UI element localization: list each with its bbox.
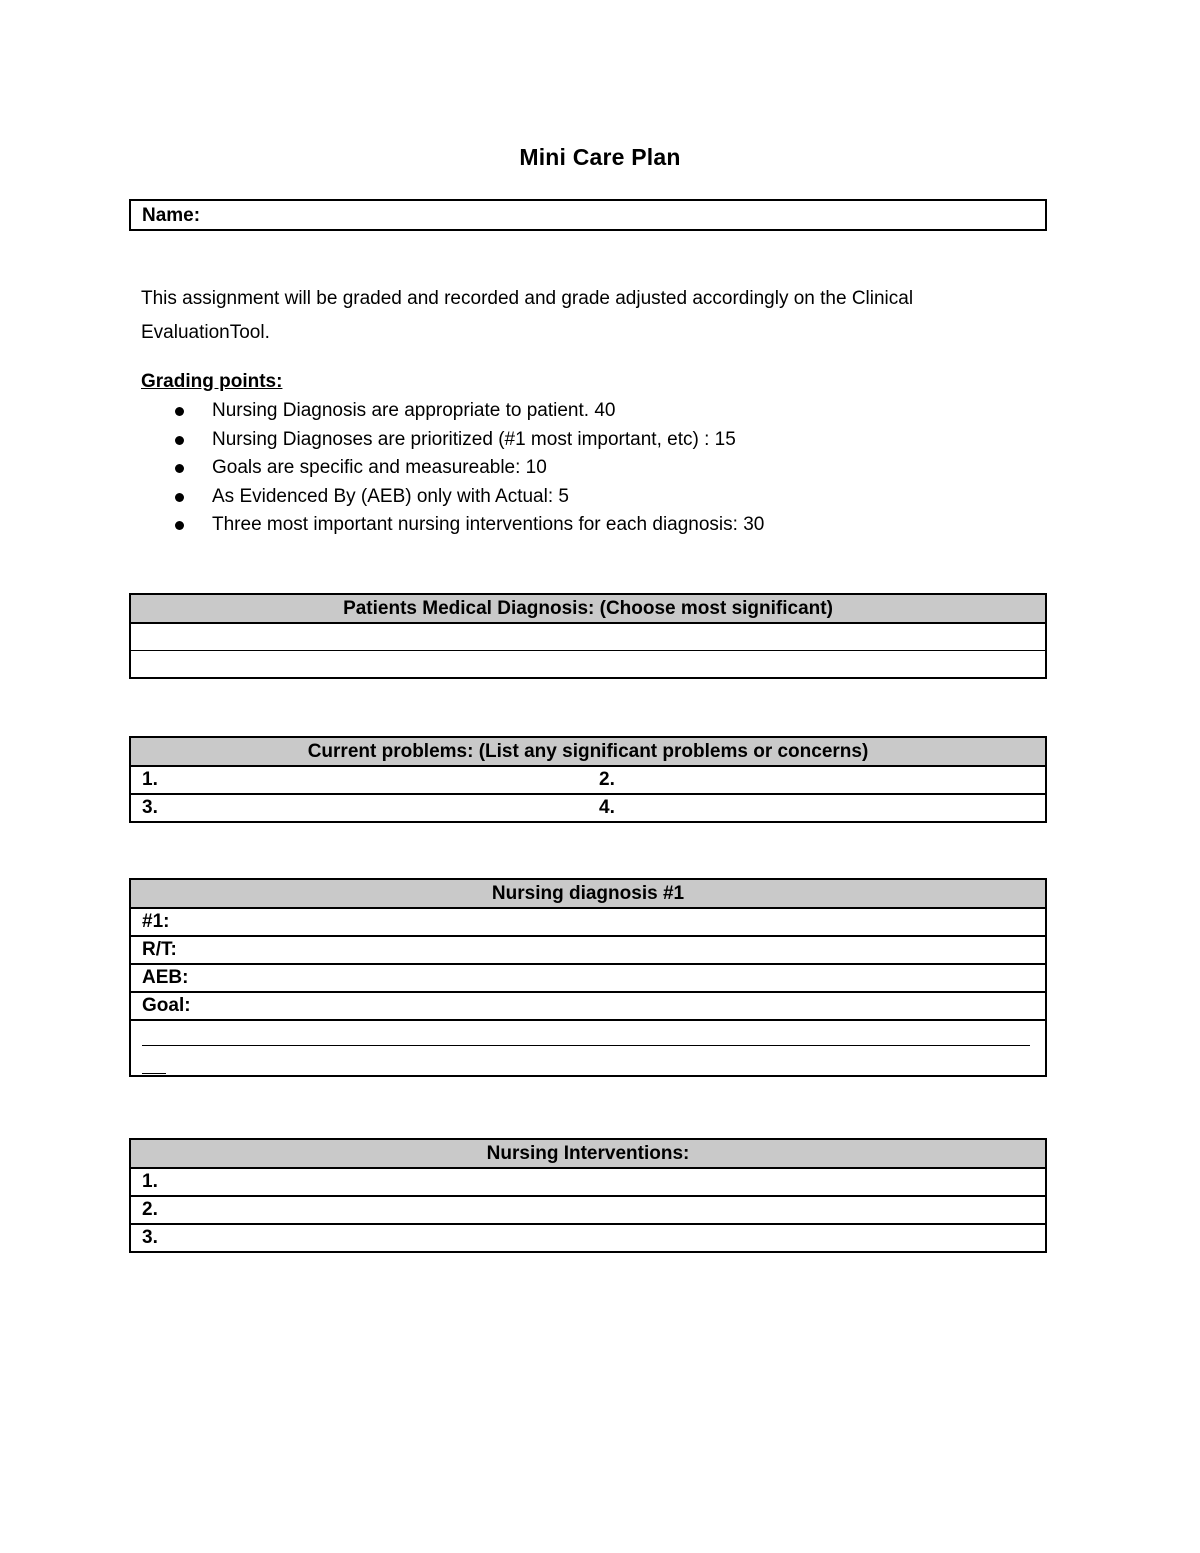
- list-item: As Evidenced By (AEB) only with Actual: 5: [0, 483, 764, 512]
- name-label: Name:: [142, 205, 201, 226]
- list-item: Nursing Diagnosis are appropriate to patient. 40: [0, 397, 764, 426]
- medical-diagnosis-entry[interactable]: [130, 623, 1046, 651]
- bullet-icon: [175, 436, 184, 445]
- bullet-icon: [175, 521, 184, 530]
- list-item: Goals are specific and measureable: 10: [0, 454, 764, 483]
- current-problems-header: Current problems: (List any significant problems or concerns): [130, 737, 1046, 766]
- name-field[interactable]: [129, 199, 1047, 231]
- bullet-icon: [175, 464, 184, 473]
- goal-row[interactable]: Goal:: [130, 992, 1046, 1020]
- medical-diagnosis-entry[interactable]: [130, 651, 1046, 679]
- aeb-row[interactable]: AEB:: [130, 964, 1046, 992]
- problem-cell[interactable]: 2.: [588, 766, 1046, 794]
- grading-heading: Grading points:: [141, 371, 283, 392]
- problem-cell[interactable]: 1.: [130, 766, 588, 794]
- page-title: Mini Care Plan: [519, 144, 681, 170]
- grading-list: [0, 397, 764, 540]
- list-item: Nursing Diagnoses are prioritized (#1 most important, etc) : 15: [0, 426, 764, 455]
- medical-diagnosis-table: [129, 593, 1047, 679]
- intro-paragraph: This assignment will be graded and recorded and grade adjusted accordingly on the Clinical EvaluationTool.: [141, 288, 914, 343]
- blank-line: [142, 1045, 1030, 1046]
- current-problems-table: [129, 736, 1047, 823]
- intervention-row[interactable]: 2.: [130, 1196, 1046, 1224]
- goal-blank-lines[interactable]: [130, 1020, 1046, 1076]
- problem-cell[interactable]: 3.: [130, 794, 588, 822]
- bullet-icon: [175, 493, 184, 502]
- intervention-row[interactable]: 3.: [130, 1224, 1046, 1252]
- nursing-diagnosis-header: Nursing diagnosis #1: [130, 879, 1046, 908]
- medical-diagnosis-header: Patients Medical Diagnosis: (Choose most significant): [130, 594, 1046, 623]
- interventions-header: Nursing Interventions:: [130, 1139, 1046, 1168]
- blank-line: [142, 1073, 166, 1074]
- diagnosis-row[interactable]: #1:: [130, 908, 1046, 936]
- nursing-diagnosis-table: [129, 878, 1047, 1077]
- problem-cell[interactable]: 4.: [588, 794, 1046, 822]
- related-to-row[interactable]: R/T:: [130, 936, 1046, 964]
- bullet-icon: [175, 407, 184, 416]
- list-item: Three most important nursing interventions for each diagnosis: 30: [0, 511, 764, 540]
- intervention-row[interactable]: 1.: [130, 1168, 1046, 1196]
- interventions-table: [129, 1138, 1047, 1253]
